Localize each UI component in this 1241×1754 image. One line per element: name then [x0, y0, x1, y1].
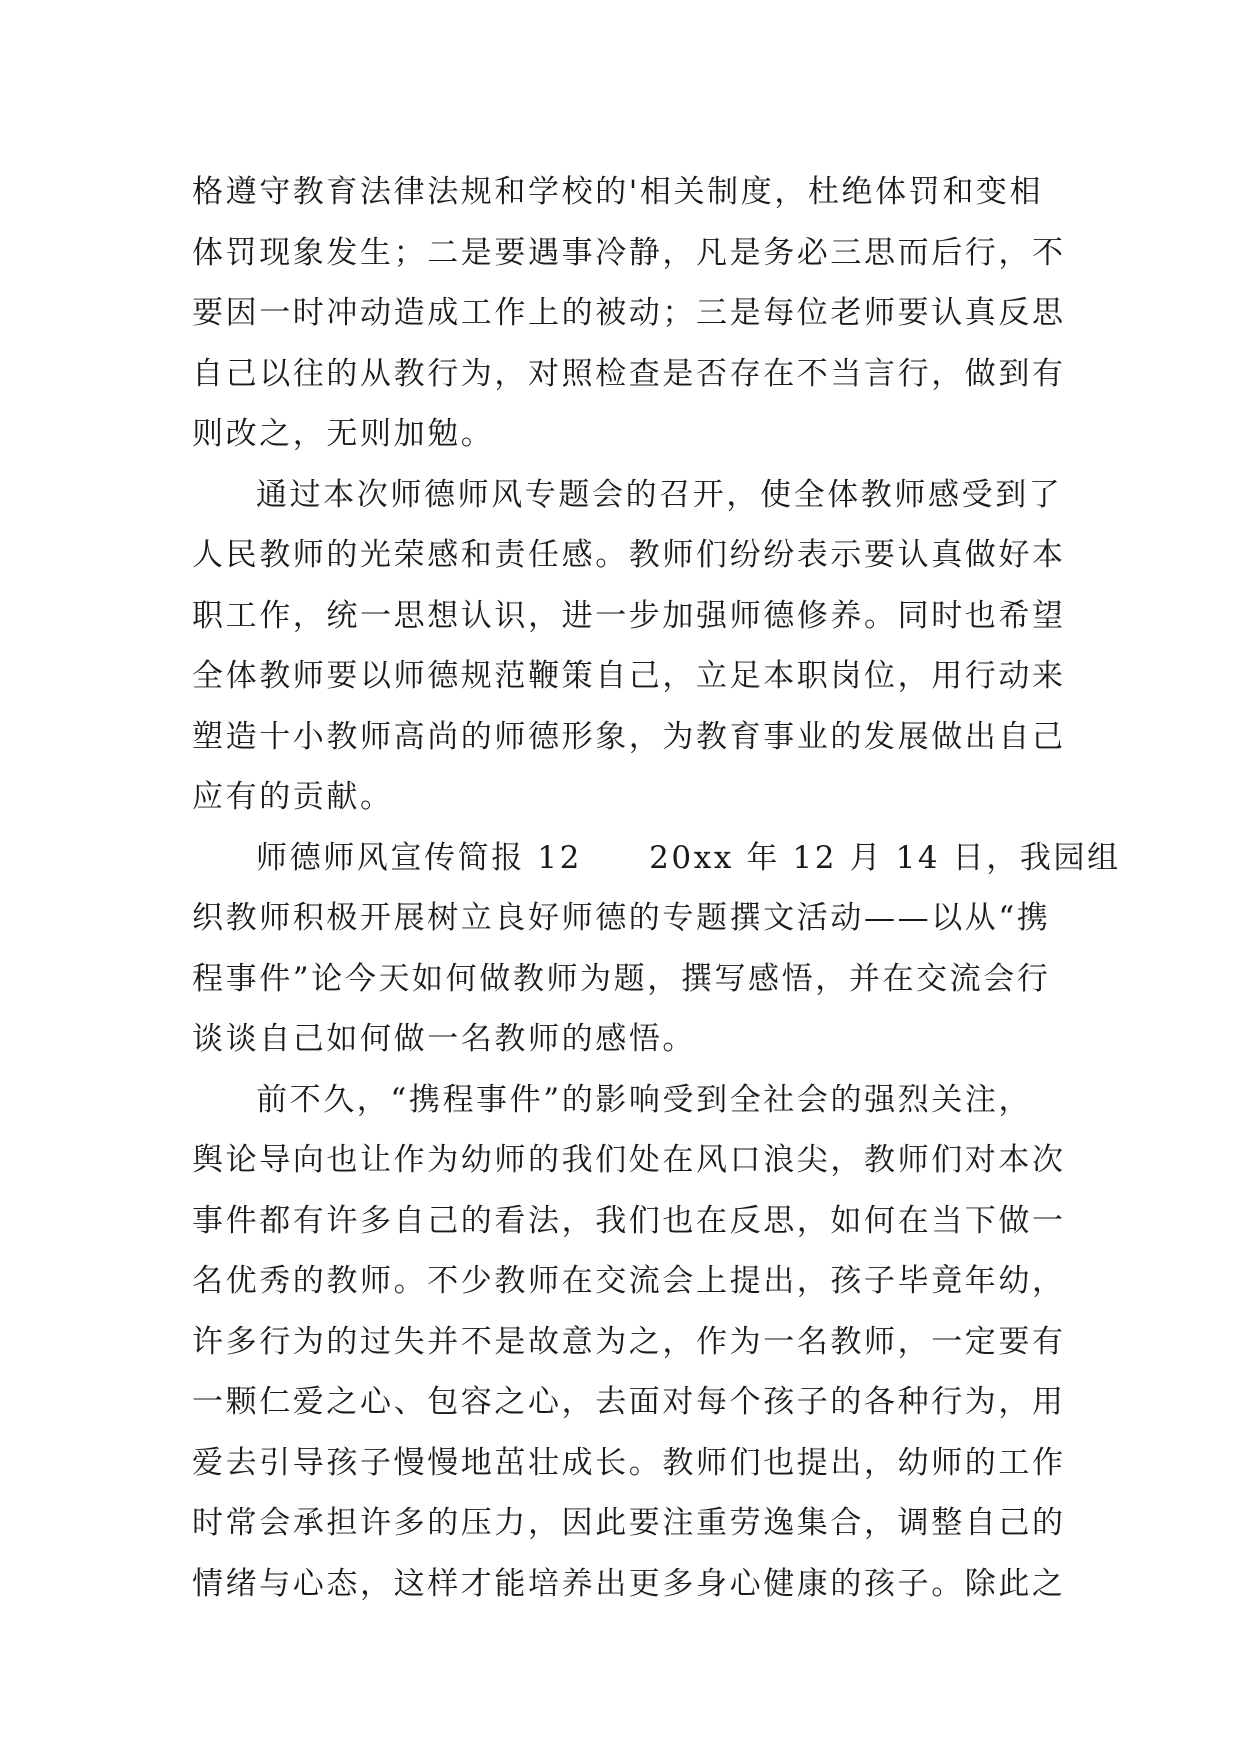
paragraph-3	[192, 828, 1121, 1070]
text-line: 要因一时冲动造成工作上的被动；三是每位老师要认真反思	[192, 295, 1066, 331]
text-line: 一颗仁爱之心、包容之心，去面对每个孩子的各种行为，用	[192, 1384, 1066, 1420]
text-line: 舆论导向也让作为幼师的我们处在风口浪尖，教师们对本次	[192, 1142, 1066, 1178]
text-line: 体罚现象发生；二是要遇事冷静，凡是务必三思而后行，不	[192, 234, 1066, 271]
text-line: 职工作，统一思想认识，进一步加强师德修养。同时也希望	[192, 597, 1066, 634]
text-line-indented: 通过本次师德师风专题会的召开，使全体教师感受到了	[256, 476, 1063, 513]
text-line: 自己以往的从教行为，对照检查是否存在不当言行，做到有	[192, 355, 1066, 392]
text-line: 织教师积极开展树立良好师德的专题撰文活动——以从“携	[192, 900, 1051, 936]
text-line-indented: 前不久，“携程事件”的影响受到全社会的强烈关注，	[256, 1081, 1033, 1118]
text-line: 事件都有许多自己的看法，我们也在反思，如何在当下做一	[192, 1202, 1066, 1239]
paragraph-2	[192, 465, 1066, 828]
text-line: 许多行为的过失并不是故意为之，作为一名教师，一定要有	[192, 1323, 1066, 1360]
text-line: 爱去引导孩子慢慢地茁壮成长。教师们也提出，幼师的工作	[192, 1444, 1066, 1481]
text-line: 情绪与心态，这样才能培养出更多身心健康的孩子。除此之	[192, 1565, 1066, 1602]
text-line: 格遵守教育法律法规和学校的'相关制度，杜绝体罚和变相	[192, 174, 1044, 210]
text-line: 则改之，无则加勉。	[192, 416, 495, 452]
text-line: 时常会承担许多的压力，因此要注重劳逸集合，调整自己的	[192, 1505, 1066, 1541]
text-line: 塑造十小教师高尚的师德形象，为教育事业的发展做出自己	[192, 718, 1066, 755]
paragraph-4	[192, 1070, 1066, 1615]
text-line: 人民教师的光荣感和责任感。教师们纷纷表示要认真做好本	[192, 537, 1066, 573]
text-line-indented: 师德师风宣传简报 12 20xx 年 12 月 14 日，我园组	[256, 839, 1121, 876]
text-line: 应有的贡献。	[192, 779, 394, 815]
text-line: 谈谈自己如何做一名教师的感悟。	[192, 1021, 696, 1057]
text-line: 全体教师要以师德规范鞭策自己，立足本职岗位，用行动来	[192, 658, 1066, 694]
text-line: 名优秀的教师。不少教师在交流会上提出，孩子毕竟年幼，	[192, 1263, 1066, 1299]
text-line: 程事件”论今天如何做教师为题，撰写感悟，并在交流会行	[192, 960, 1051, 997]
document-body	[192, 162, 1121, 1614]
paragraph-1	[192, 162, 1066, 465]
